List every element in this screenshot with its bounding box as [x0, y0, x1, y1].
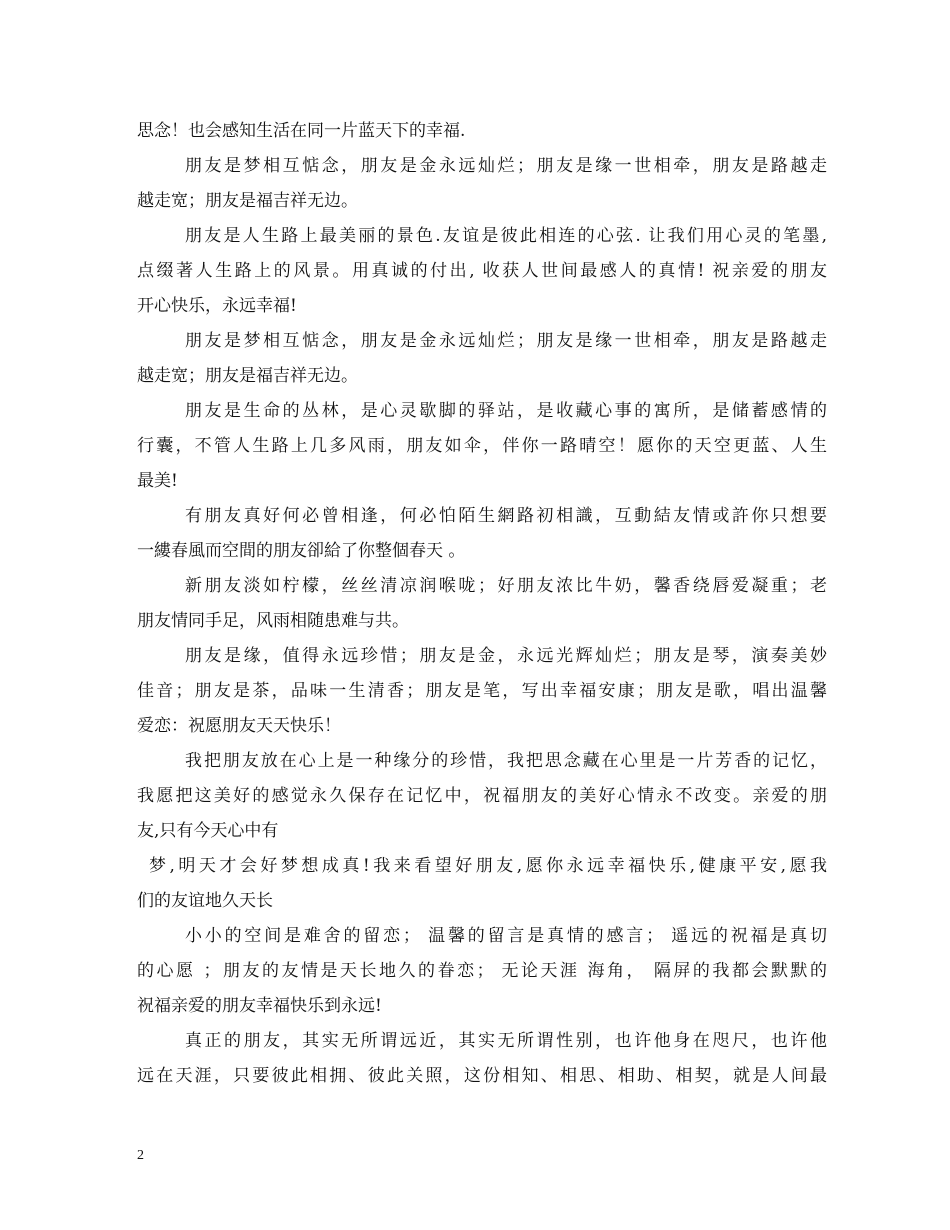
text-line: 爱恋：祝愿朋友天天快乐！ — [137, 716, 341, 736]
text-line: 思念！也会感知生活在同一片蓝天下的幸福. — [137, 121, 466, 141]
text-line: 友,只有今天心中有 — [137, 821, 279, 841]
text-line: 祝福亲爱的朋友幸福快乐到永远! — [137, 996, 382, 1016]
text-line: 朋友是缘，值得永远珍惜；朋友是金，永远光辉灿烂；朋友是琴，演奏美妙 — [185, 646, 827, 666]
text-line: 朋友是生命的丛林，是心灵歇脚的驿站，是收藏心事的寓所，是储蓄感情的 — [185, 401, 827, 421]
text-line: 朋友是人生路上最美丽的景色.友谊是彼此相连的心弦. 让我们用心灵的笔墨, — [185, 226, 827, 246]
text-line: 朋友是梦相互惦念，朋友是金永远灿烂；朋友是缘一世相牵，朋友是路越走 — [185, 156, 827, 176]
text-line: 越走宽；朋友是福吉祥无边。 — [137, 191, 358, 211]
document-body — [137, 114, 827, 1094]
text-line: 有朋友真好何必曾相逢，何必怕陌生網路初相識，互動結友情或許你只想要 — [185, 506, 827, 526]
text-line: 的心愿 ；朋友的友情是天长地久的眷恋； 无论天涯 海角， 隔屏的我都会默默的 — [137, 961, 827, 981]
text-line: 们的友谊地久天长 — [137, 891, 273, 911]
text-line: 行囊，不管人生路上几多风雨，朋友如伞，伴你一路晴空！愿你的天空更蓝、人生 — [137, 436, 827, 456]
text-line: 点缀著人生路上的风景。用真诚的付出, 收获人世间最感人的真情! 祝亲爱的朋友 — [137, 261, 827, 281]
page-number: 2 — [137, 1148, 144, 1163]
text-line: 我愿把这美好的感觉永久保存在记忆中，祝福朋友的美好心情永不改变。亲爱的朋 — [137, 786, 827, 806]
text-line: 越走宽；朋友是福吉祥无边。 — [137, 366, 358, 386]
text-line: 真正的朋友，其实无所谓远近，其实无所谓性别，也许他身在咫尺，也许他 — [185, 1031, 827, 1051]
text-line: 小小的空间是难舍的留恋； 温馨的留言是真情的感言； 遥远的祝福是真切 — [185, 926, 827, 946]
text-line: 一縷春風而空間的朋友卻給了你整個春天 。 — [137, 541, 466, 561]
text-line: 佳音；朋友是茶，品味一生清香；朋友是笔，写出幸福安康；朋友是歌，唱出温馨 — [137, 681, 827, 701]
text-line: 朋友是梦相互惦念，朋友是金永远灿烂；朋友是缘一世相牵，朋友是路越走 — [185, 331, 827, 351]
text-line: 开心快乐，永远幸福! — [137, 296, 297, 316]
text-line: 新朋友淡如柠檬，丝丝清凉润喉咙；好朋友浓比牛奶，馨香绕唇爱凝重；老 — [185, 576, 827, 596]
text-line: 梦,明天才会好梦想成真!我来看望好朋友,愿你永远幸福快乐,健康平安,愿我 — [149, 856, 827, 876]
text-line: 最美! — [137, 471, 178, 491]
text-line: 朋友情同手足，风雨相随患难与共。 — [137, 611, 409, 631]
text-line: 远在天涯，只要彼此相拥、彼此关照，这份相知、相思、相助、相契，就是人间最 — [137, 1066, 827, 1086]
text-line: 我把朋友放在心上是一种缘分的珍惜，我把思念藏在心里是一片芳香的记忆， — [185, 751, 827, 771]
